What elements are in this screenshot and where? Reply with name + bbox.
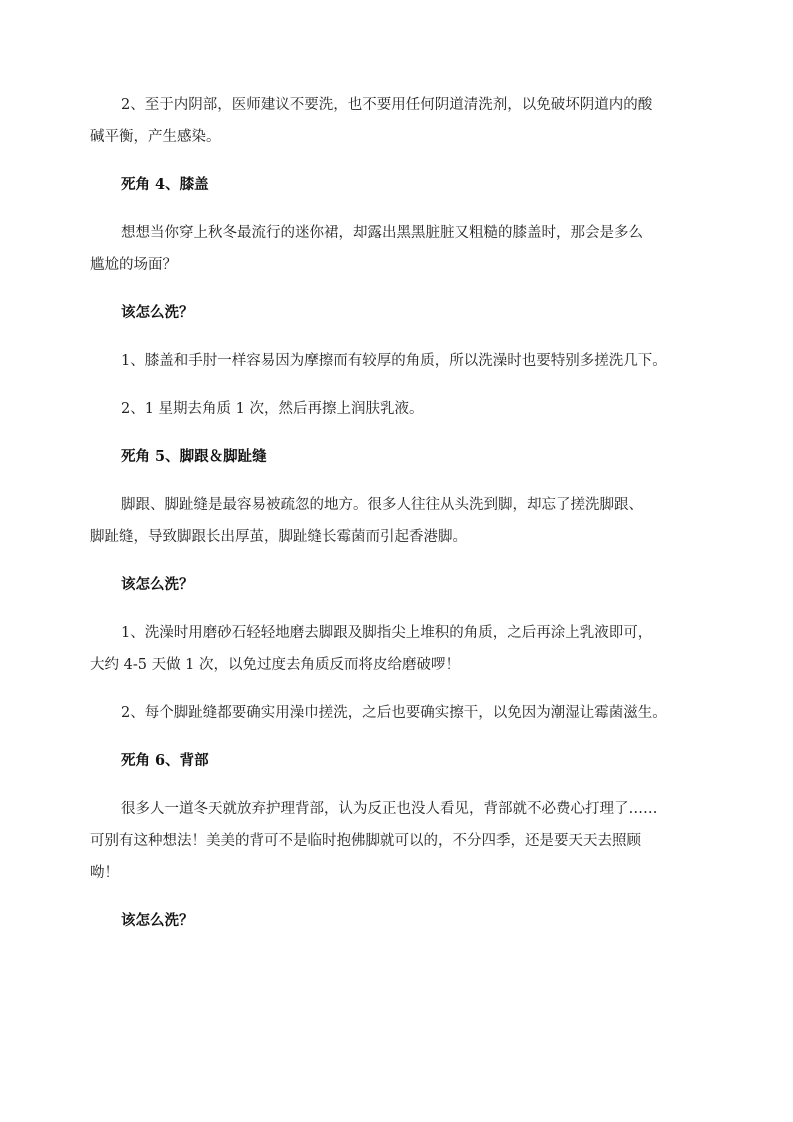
paragraph-line: 想想当你穿上秋冬最流行的迷你裙，却露出黑黑脏脏又粗糙的膝盖时，那会是多么: [121, 225, 643, 241]
section-heading: 死角 6、背部: [121, 752, 209, 769]
paragraph-line: 脚趾缝，导致脚跟长出厚茧，脚趾缝长霉菌而引起香港脚。: [90, 529, 467, 545]
paragraph-line: 可别有这种想法！美美的背可不是临时抱佛脚就可以的，不分四季，还是要天天去照顾: [90, 833, 641, 849]
section-heading: 死角 4、膝盖: [121, 176, 209, 193]
section-heading: 死角 5、脚跟＆脚趾缝: [121, 448, 267, 465]
paragraph-line: 尴尬的场面？: [90, 257, 177, 273]
paragraph-line: 2、每个脚趾缝都要确实用澡巾搓洗，之后也要确实擦干，以免因为潮湿让霉菌滋生。: [121, 705, 667, 721]
section-heading: 该怎么洗？: [121, 304, 194, 321]
paragraph-line: 呦！: [90, 865, 119, 881]
paragraph-line: 脚跟、脚趾缝是最容易被疏忽的地方。很多人往往从头洗到脚，却忘了搓洗脚跟、: [121, 497, 643, 513]
paragraph-line: 2、1 星期去角质 1 次，然后再擦上润肤乳液。: [121, 401, 424, 417]
paragraph-line: 大约 4-5 天做 1 次，以免过度去角质反而将皮给磨破啰！: [90, 657, 461, 673]
section-heading: 该怎么洗？: [121, 912, 194, 929]
paragraph-line: 2、至于内阴部，医师建议不要洗，也不要用任何阴道清洗剂，以免破坏阴道内的酸: [121, 97, 653, 113]
section-heading: 该怎么洗？: [121, 576, 194, 593]
paragraph-line: 很多人一道冬天就放弃护理背部，认为反正也没人看见，背部就不必费心打理了……: [121, 801, 658, 817]
paragraph-line: 1、洗澡时用磨砂石轻轻地磨去脚跟及脚指尖上堆积的角质，之后再涂上乳液即可，: [121, 625, 653, 641]
paragraph-line: 碱平衡，产生感染。: [90, 129, 221, 145]
paragraph-line: 1、膝盖和手肘一样容易因为摩擦而有较厚的角质，所以洗澡时也要特别多搓洗几下。: [121, 353, 667, 369]
